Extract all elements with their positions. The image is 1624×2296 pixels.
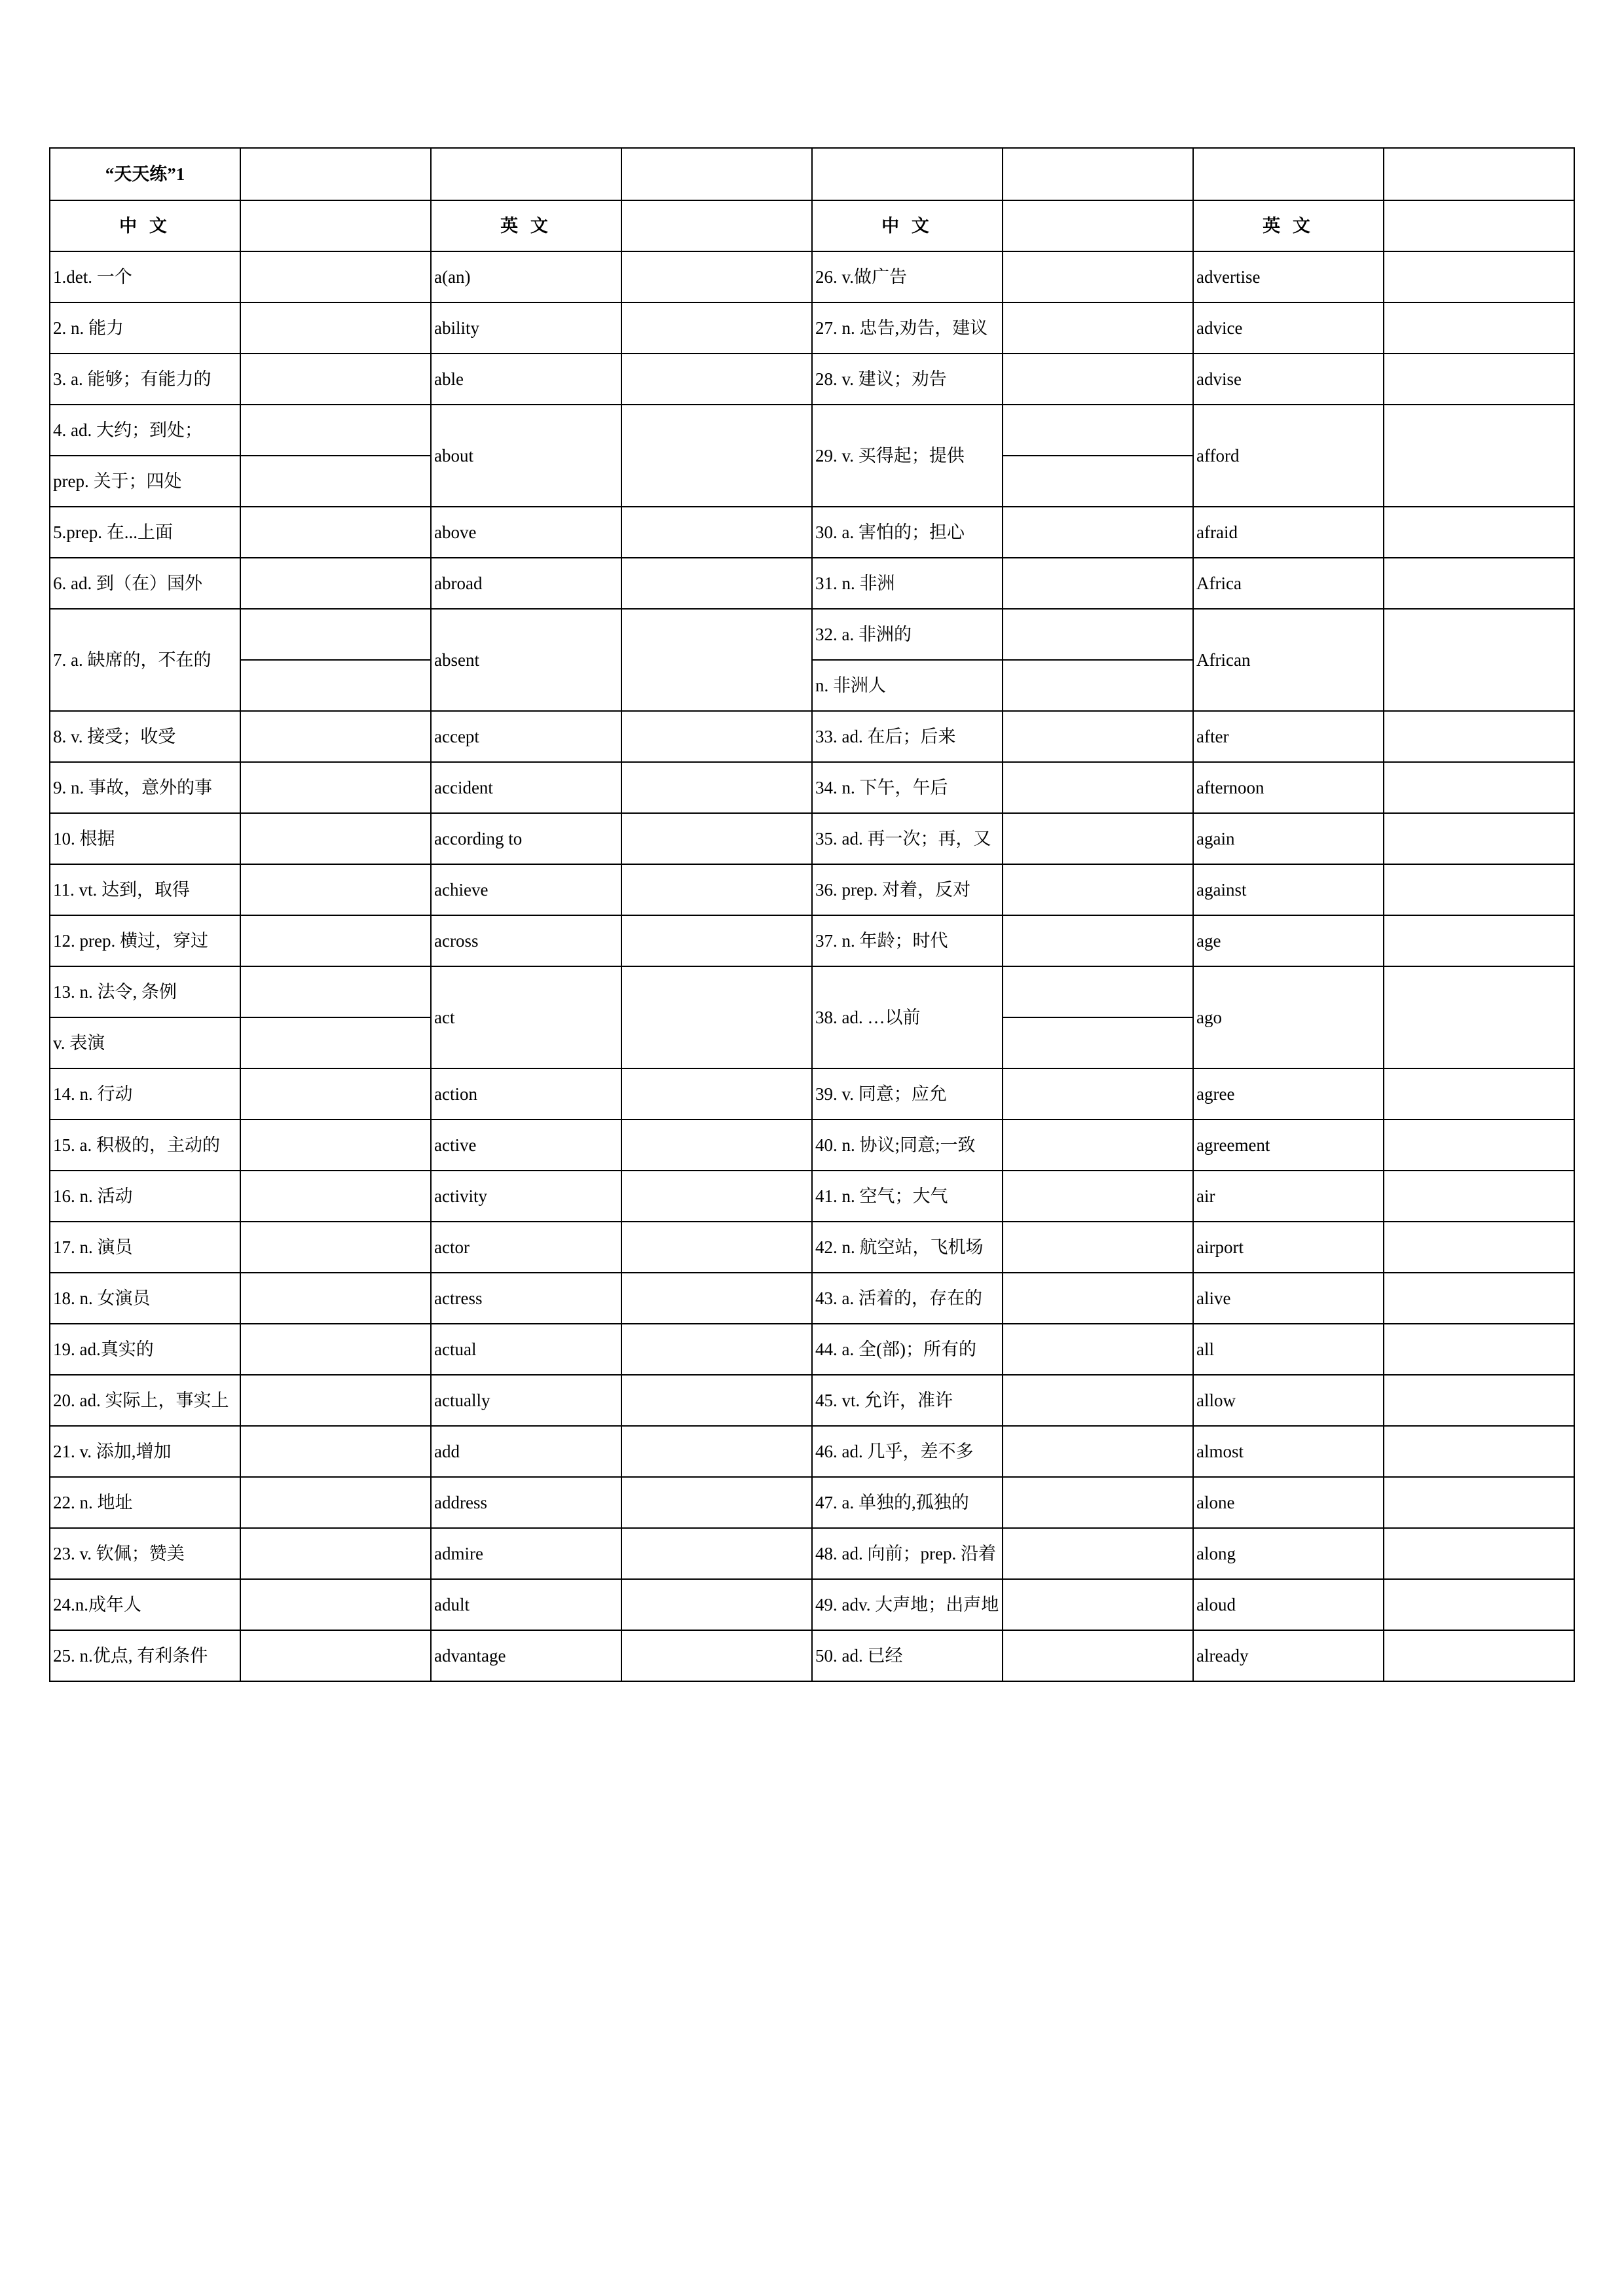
table-row [50, 1579, 1574, 1630]
answer-cell [240, 660, 431, 711]
answer-cell [240, 711, 431, 762]
answer-cell [1384, 1273, 1574, 1324]
chinese-cell: v. 表演 [50, 1017, 240, 1068]
answer-cell [621, 302, 812, 354]
answer-cell [240, 1528, 431, 1579]
header-row [50, 200, 1574, 251]
answer-cell [1384, 762, 1574, 813]
english-cell: absent [431, 609, 621, 711]
answer-cell [1003, 1273, 1193, 1324]
chinese-cell: 28. v. 建议；劝告 [812, 354, 1003, 405]
english-cell: according to [431, 813, 621, 864]
chinese-cell: 20. ad. 实际上，事实上 [50, 1375, 240, 1426]
answer-cell [621, 1171, 812, 1222]
english-cell: about [431, 405, 621, 507]
chinese-cell: 48. ad. 向前；prep. 沿着 [812, 1528, 1003, 1579]
table-row [50, 1477, 1574, 1528]
sheet-title: “天天练”1 [50, 148, 240, 200]
answer-cell [1384, 558, 1574, 609]
english-cell: afternoon [1193, 762, 1384, 813]
chinese-cell: 21. v. 添加,增加 [50, 1426, 240, 1477]
answer-cell [1003, 1375, 1193, 1426]
english-cell: along [1193, 1528, 1384, 1579]
answer-cell [1384, 1477, 1574, 1528]
english-cell: ability [431, 302, 621, 354]
english-cell: activity [431, 1171, 621, 1222]
answer-cell [1384, 711, 1574, 762]
answer-cell [1384, 813, 1574, 864]
table-row [50, 1222, 1574, 1273]
answer-cell [621, 1375, 812, 1426]
english-cell: alone [1193, 1477, 1384, 1528]
chinese-cell: 40. n. 协议;同意;一致 [812, 1120, 1003, 1171]
english-cell: Africa [1193, 558, 1384, 609]
answer-cell [1384, 405, 1574, 507]
english-cell: add [431, 1426, 621, 1477]
chinese-cell: 30. a. 害怕的；担心 [812, 507, 1003, 558]
answer-cell [1384, 1630, 1574, 1681]
answer-cell [1003, 1477, 1193, 1528]
table-row [50, 251, 1574, 302]
answer-cell [621, 1426, 812, 1477]
answer-cell [621, 1324, 812, 1375]
answer-cell [240, 813, 431, 864]
english-cell: a(an) [431, 251, 621, 302]
answer-cell [621, 1068, 812, 1120]
english-cell: able [431, 354, 621, 405]
chinese-cell: 15. a. 积极的，主动的 [50, 1120, 240, 1171]
english-cell: action [431, 1068, 621, 1120]
table-row [50, 1120, 1574, 1171]
answer-cell [240, 1171, 431, 1222]
chinese-cell: 7. a. 缺席的，不在的 [50, 609, 240, 711]
table-row [50, 302, 1574, 354]
header-english-left: 英 文 [431, 200, 621, 251]
answer-cell [621, 1477, 812, 1528]
english-cell: afford [1193, 405, 1384, 507]
empty-cell [1384, 200, 1574, 251]
answer-cell [1003, 711, 1193, 762]
table-row [50, 1171, 1574, 1222]
answer-cell [240, 864, 431, 915]
chinese-cell: 18. n. 女演员 [50, 1273, 240, 1324]
header-english-right: 英 文 [1193, 200, 1384, 251]
answer-cell [1003, 1324, 1193, 1375]
answer-cell [1384, 1068, 1574, 1120]
answer-cell [240, 354, 431, 405]
empty-cell [1003, 148, 1193, 200]
chinese-cell: 43. a. 活着的，存在的 [812, 1273, 1003, 1324]
chinese-cell: 47. a. 单独的,孤独的 [812, 1477, 1003, 1528]
english-cell: active [431, 1120, 621, 1171]
chinese-cell: 44. a. 全(部)；所有的 [812, 1324, 1003, 1375]
answer-cell [1384, 915, 1574, 966]
english-cell: accept [431, 711, 621, 762]
table-row [50, 1426, 1574, 1477]
answer-cell [621, 1222, 812, 1273]
answer-cell [1384, 609, 1574, 711]
table-row [50, 864, 1574, 915]
chinese-cell: 10. 根据 [50, 813, 240, 864]
answer-cell [240, 1375, 431, 1426]
english-cell: afraid [1193, 507, 1384, 558]
answer-cell [1384, 1375, 1574, 1426]
answer-cell [1003, 1579, 1193, 1630]
answer-cell [621, 711, 812, 762]
chinese-cell: 19. ad.真实的 [50, 1324, 240, 1375]
chinese-cell: 26. v.做广告 [812, 251, 1003, 302]
chinese-cell: 32. a. 非洲的 [812, 609, 1003, 660]
chinese-cell: 24.n.成年人 [50, 1579, 240, 1630]
english-cell: accident [431, 762, 621, 813]
english-cell: already [1193, 1630, 1384, 1681]
answer-cell [1384, 507, 1574, 558]
answer-cell [621, 1579, 812, 1630]
answer-cell [1384, 1528, 1574, 1579]
answer-cell [621, 864, 812, 915]
chinese-cell: 34. n. 下午，午后 [812, 762, 1003, 813]
chinese-cell: 38. ad. …以前 [812, 966, 1003, 1068]
answer-cell [621, 1120, 812, 1171]
chinese-cell: 8. v. 接受；收受 [50, 711, 240, 762]
english-cell: almost [1193, 1426, 1384, 1477]
answer-cell [1384, 864, 1574, 915]
vocabulary-table [49, 147, 1575, 1682]
header-chinese-left: 中 文 [50, 200, 240, 251]
answer-cell [240, 1273, 431, 1324]
chinese-cell: 29. v. 买得起；提供 [812, 405, 1003, 507]
english-cell: advise [1193, 354, 1384, 405]
chinese-cell: 35. ad. 再一次；再，又 [812, 813, 1003, 864]
english-cell: against [1193, 864, 1384, 915]
answer-cell [240, 302, 431, 354]
answer-cell [621, 354, 812, 405]
english-cell: above [431, 507, 621, 558]
empty-cell [1003, 200, 1193, 251]
answer-cell [1384, 251, 1574, 302]
table-row [50, 1068, 1574, 1120]
answer-cell [621, 1273, 812, 1324]
answer-cell [240, 1017, 431, 1068]
answer-cell [1003, 813, 1193, 864]
chinese-cell: 16. n. 活动 [50, 1171, 240, 1222]
answer-cell [621, 813, 812, 864]
answer-cell [621, 405, 812, 507]
table-row [50, 405, 1574, 456]
answer-cell [240, 609, 431, 660]
answer-cell [240, 1222, 431, 1273]
chinese-cell: 17. n. 演员 [50, 1222, 240, 1273]
answer-cell [1003, 1120, 1193, 1171]
answer-cell [1384, 1324, 1574, 1375]
english-cell: African [1193, 609, 1384, 711]
english-cell: act [431, 966, 621, 1068]
chinese-cell: 1.det. 一个 [50, 251, 240, 302]
english-cell: again [1193, 813, 1384, 864]
english-cell: address [431, 1477, 621, 1528]
chinese-cell: 11. vt. 达到，取得 [50, 864, 240, 915]
table-row [50, 1528, 1574, 1579]
english-cell: adult [431, 1579, 621, 1630]
chinese-cell: 22. n. 地址 [50, 1477, 240, 1528]
chinese-cell: 14. n. 行动 [50, 1068, 240, 1120]
answer-cell [240, 1630, 431, 1681]
chinese-cell: 23. v. 钦佩；赞美 [50, 1528, 240, 1579]
answer-cell [1384, 1120, 1574, 1171]
chinese-cell: 41. n. 空气；大气 [812, 1171, 1003, 1222]
chinese-cell: 37. n. 年龄；时代 [812, 915, 1003, 966]
answer-cell [621, 915, 812, 966]
answer-cell [240, 1324, 431, 1375]
answer-cell [240, 251, 431, 302]
english-cell: agreement [1193, 1120, 1384, 1171]
table-row [50, 1324, 1574, 1375]
empty-cell [1193, 148, 1384, 200]
chinese-cell: 49. adv. 大声地；出声地 [812, 1579, 1003, 1630]
chinese-cell: 25. n.优点, 有利条件 [50, 1630, 240, 1681]
header-chinese-right: 中 文 [812, 200, 1003, 251]
chinese-cell: 46. ad. 几乎，差不多 [812, 1426, 1003, 1477]
english-cell: advice [1193, 302, 1384, 354]
answer-cell [1003, 507, 1193, 558]
answer-cell [1003, 609, 1193, 660]
english-cell: actor [431, 1222, 621, 1273]
table-row [50, 507, 1574, 558]
answer-cell [1384, 1171, 1574, 1222]
chinese-cell: 27. n. 忠告,劝告，建议 [812, 302, 1003, 354]
answer-cell [1003, 1426, 1193, 1477]
answer-cell [621, 762, 812, 813]
chinese-cell: 42. n. 航空站，飞机场 [812, 1222, 1003, 1273]
english-cell: agree [1193, 1068, 1384, 1120]
answer-cell [1003, 762, 1193, 813]
vocab-rows [50, 251, 1574, 1681]
chinese-cell: 3. a. 能够；有能力的 [50, 354, 240, 405]
english-cell: advantage [431, 1630, 621, 1681]
answer-cell [240, 1068, 431, 1120]
answer-cell [1384, 966, 1574, 1068]
table-row [50, 558, 1574, 609]
english-cell: air [1193, 1171, 1384, 1222]
answer-cell [621, 609, 812, 711]
answer-cell [621, 507, 812, 558]
empty-cell [1384, 148, 1574, 200]
answer-cell [621, 251, 812, 302]
answer-cell [1003, 1171, 1193, 1222]
chinese-cell: 12. prep. 横过，穿过 [50, 915, 240, 966]
answer-cell [240, 558, 431, 609]
chinese-cell: 45. vt. 允许，准许 [812, 1375, 1003, 1426]
chinese-cell: 2. n. 能力 [50, 302, 240, 354]
answer-cell [240, 456, 431, 507]
chinese-cell: 39. v. 同意；应允 [812, 1068, 1003, 1120]
table-row [50, 711, 1574, 762]
english-cell: actually [431, 1375, 621, 1426]
english-cell: age [1193, 915, 1384, 966]
english-cell: alive [1193, 1273, 1384, 1324]
answer-cell [621, 1528, 812, 1579]
empty-cell [621, 148, 812, 200]
english-cell: allow [1193, 1375, 1384, 1426]
english-cell: all [1193, 1324, 1384, 1375]
english-cell: actual [431, 1324, 621, 1375]
answer-cell [1003, 1017, 1193, 1068]
answer-cell [240, 1579, 431, 1630]
answer-cell [1003, 660, 1193, 711]
chinese-cell: 9. n. 事故，意外的事 [50, 762, 240, 813]
answer-cell [1003, 302, 1193, 354]
table-row [50, 1375, 1574, 1426]
chinese-cell: n. 非洲人 [812, 660, 1003, 711]
answer-cell [1003, 966, 1193, 1017]
answer-cell [621, 966, 812, 1068]
english-cell: abroad [431, 558, 621, 609]
answer-cell [1003, 1528, 1193, 1579]
chinese-cell: 6. ad. 到（在）国外 [50, 558, 240, 609]
chinese-cell: 4. ad. 大约；到处； [50, 405, 240, 456]
answer-cell [1003, 558, 1193, 609]
english-cell: ago [1193, 966, 1384, 1068]
answer-cell [1003, 915, 1193, 966]
chinese-cell: 13. n. 法令, 条例 [50, 966, 240, 1017]
title-row [50, 148, 1574, 200]
chinese-cell: 33. ad. 在后；后来 [812, 711, 1003, 762]
answer-cell [1384, 1426, 1574, 1477]
answer-cell [240, 915, 431, 966]
english-cell: airport [1193, 1222, 1384, 1273]
chinese-cell: 5.prep. 在...上面 [50, 507, 240, 558]
english-cell: advertise [1193, 251, 1384, 302]
empty-cell [240, 148, 431, 200]
answer-cell [1384, 354, 1574, 405]
answer-cell [1384, 1222, 1574, 1273]
chinese-cell: 36. prep. 对着，反对 [812, 864, 1003, 915]
english-cell: aloud [1193, 1579, 1384, 1630]
answer-cell [240, 1426, 431, 1477]
table-row [50, 1630, 1574, 1681]
table-row [50, 966, 1574, 1017]
answer-cell [1003, 864, 1193, 915]
empty-cell [621, 200, 812, 251]
answer-cell [240, 1120, 431, 1171]
table-row [50, 1273, 1574, 1324]
answer-cell [1003, 1630, 1193, 1681]
answer-cell [1003, 251, 1193, 302]
answer-cell [621, 558, 812, 609]
english-cell: actress [431, 1273, 621, 1324]
answer-cell [1384, 1579, 1574, 1630]
answer-cell [621, 1630, 812, 1681]
empty-cell [431, 148, 621, 200]
table-row [50, 813, 1574, 864]
answer-cell [1384, 302, 1574, 354]
answer-cell [1003, 354, 1193, 405]
answer-cell [240, 966, 431, 1017]
chinese-cell: 31. n. 非洲 [812, 558, 1003, 609]
english-cell: after [1193, 711, 1384, 762]
chinese-cell: 50. ad. 已经 [812, 1630, 1003, 1681]
chinese-cell: prep. 关于；四处 [50, 456, 240, 507]
empty-cell [240, 200, 431, 251]
answer-cell [240, 405, 431, 456]
table-row [50, 609, 1574, 660]
table-row [50, 915, 1574, 966]
english-cell: across [431, 915, 621, 966]
answer-cell [240, 507, 431, 558]
answer-cell [1003, 456, 1193, 507]
empty-cell [812, 148, 1003, 200]
answer-cell [1003, 1068, 1193, 1120]
answer-cell [1003, 405, 1193, 456]
answer-cell [1003, 1222, 1193, 1273]
table-row [50, 354, 1574, 405]
table-row [50, 762, 1574, 813]
english-cell: admire [431, 1528, 621, 1579]
answer-cell [240, 762, 431, 813]
english-cell: achieve [431, 864, 621, 915]
answer-cell [240, 1477, 431, 1528]
